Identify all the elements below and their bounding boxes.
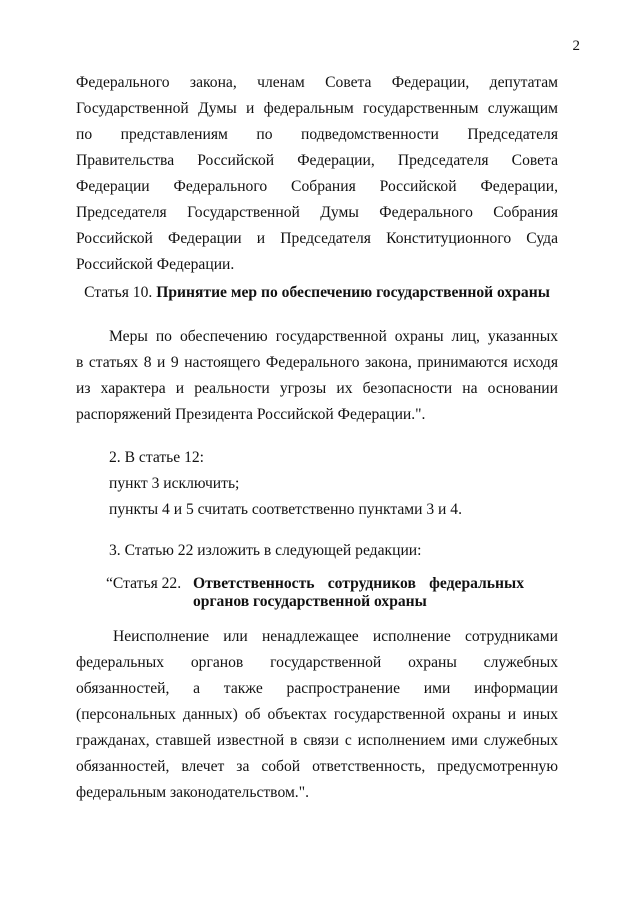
item-2-line: пункты 4 и 5 считать соответственно пунктами 3 и 4. — [109, 501, 462, 518]
paragraph-line: Российской Федерации. — [76, 256, 235, 273]
paragraph-line: Меры по обеспечению государственной охраны лиц, указанных — [109, 328, 558, 345]
paragraph-line: Неисполнение или ненадлежащее исполнение сотрудниками — [113, 628, 558, 645]
paragraph-line: федеральным законодательством.". — [76, 784, 309, 801]
item-2-heading: 2. В статье 12: — [109, 449, 205, 466]
item-3-heading: 3. Статью 22 изложить в следующей редакции: — [109, 542, 422, 559]
paragraph-line: из характера и реальности угрозы их безопасности на основании — [76, 380, 558, 397]
paragraph-line: Российской Федерации и Председателя Конституционного Суда — [76, 230, 558, 247]
article-22-title-line-1: Ответственность сотрудников федеральных — [193, 575, 524, 592]
paragraph-line: федеральных органов государственной охраны служебных — [76, 654, 558, 671]
paragraph-line: (персональных данных) об объектах государственной охраны и иных — [76, 706, 558, 723]
paragraph-line: Федерального закона, членам Совета Федерации, депутатам — [76, 74, 558, 91]
article-10-label: Статья 10. — [84, 284, 153, 301]
paragraph-line: обязанностей, влечет за собой ответственность, предусмотренную — [76, 758, 558, 775]
paragraph-line: Государственной Думы и федеральным государственным служащим — [76, 100, 558, 117]
paragraph-line: Федерации Федерального Собрания Российской Федерации, — [76, 178, 558, 195]
paragraph-line: Правительства Российской Федерации, Председателя Совета — [76, 152, 558, 169]
article-22-title-line-2: органов государственной охраны — [193, 593, 427, 610]
page-number: 2 — [572, 38, 580, 54]
paragraph-line: гражданах, ставшей известной в связи с исполнением ими служебных — [76, 732, 558, 749]
paragraph-line: по представлениям по подведомственности Председателя — [76, 126, 558, 143]
paragraph-line: Председателя Государственной Думы Федерального Собрания — [76, 204, 558, 221]
article-22-label: “Статья 22. — [106, 575, 182, 592]
paragraph-line: распоряжений Президента Российской Федерации.". — [76, 406, 426, 423]
paragraph-line: обязанностей, а также распространение ими информации — [76, 680, 558, 697]
paragraph-line: в статьях 8 и 9 настоящего Федерального закона, принимаются исходя — [76, 354, 558, 371]
article-10-title: Принятие мер по обеспечению государственной охраны — [156, 284, 550, 301]
item-2-line: пункт 3 исключить; — [109, 475, 240, 492]
article-10-heading — [76, 283, 558, 303]
